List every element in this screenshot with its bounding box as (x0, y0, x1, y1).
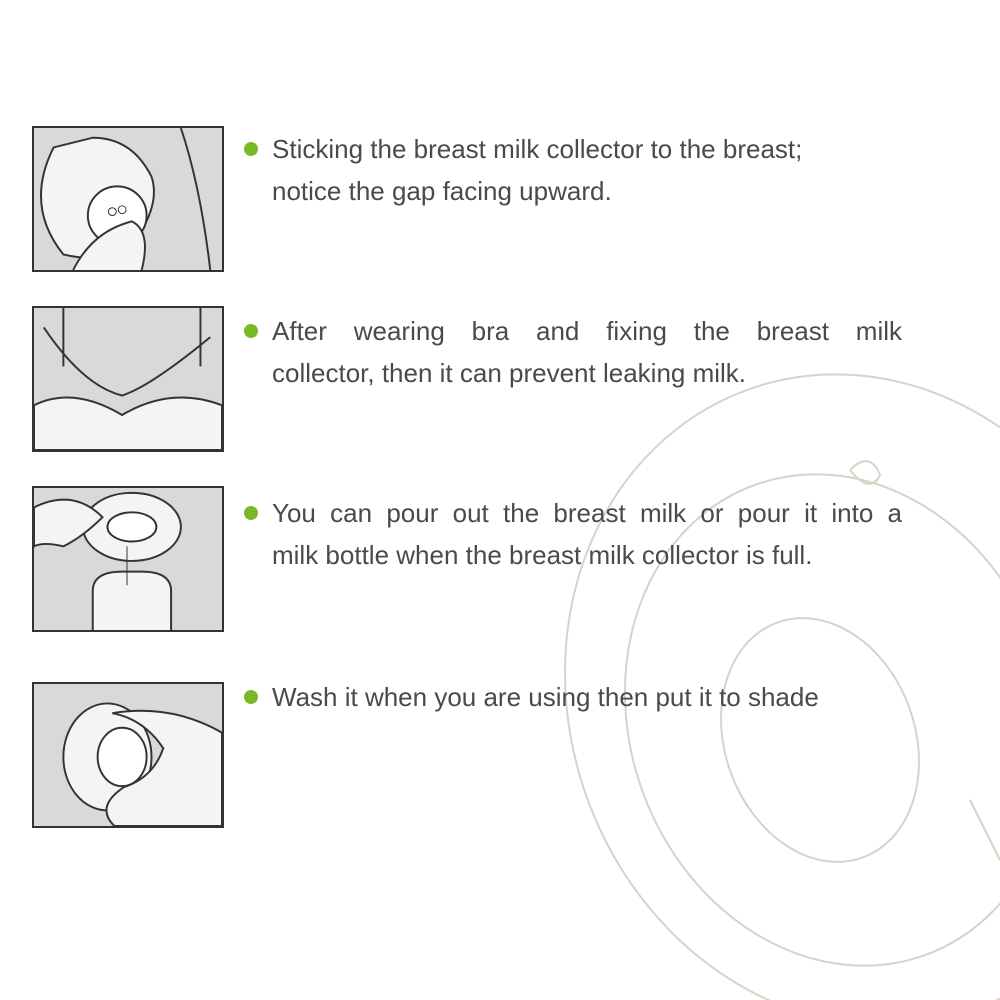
step-1-line-2: notice the gap facing upward. (272, 176, 612, 206)
step-2-line-1: After wearing bra and fixing the breast milk (272, 316, 902, 346)
step-4-line-1: Wash it when you are using then put it to shade (272, 682, 819, 712)
step-3-text (272, 492, 902, 576)
step-2-line-2: collector, then it can prevent leaking milk. (272, 358, 747, 388)
bullet-icon (244, 690, 258, 704)
bullet-icon (244, 142, 258, 156)
step-3-line-2: milk bottle when the breast milk collector is full. (272, 540, 813, 570)
bullet-icon (244, 506, 258, 520)
step-4 (32, 682, 912, 832)
step-3-line-1: You can pour out the breast milk or pour it into a (272, 498, 902, 528)
step-4-illustration (32, 682, 224, 828)
step-2-text (272, 310, 902, 394)
step-4-text (272, 676, 902, 718)
step-3 (32, 486, 912, 636)
bullet-icon (244, 324, 258, 338)
step-1-line-1: Sticking the breast milk collector to the breast; (272, 134, 803, 164)
step-3-illustration (32, 486, 224, 632)
step-2 (32, 306, 912, 456)
step-1-text (272, 128, 902, 212)
step-2-illustration (32, 306, 224, 452)
step-1-illustration (32, 126, 224, 272)
step-1 (32, 126, 912, 276)
